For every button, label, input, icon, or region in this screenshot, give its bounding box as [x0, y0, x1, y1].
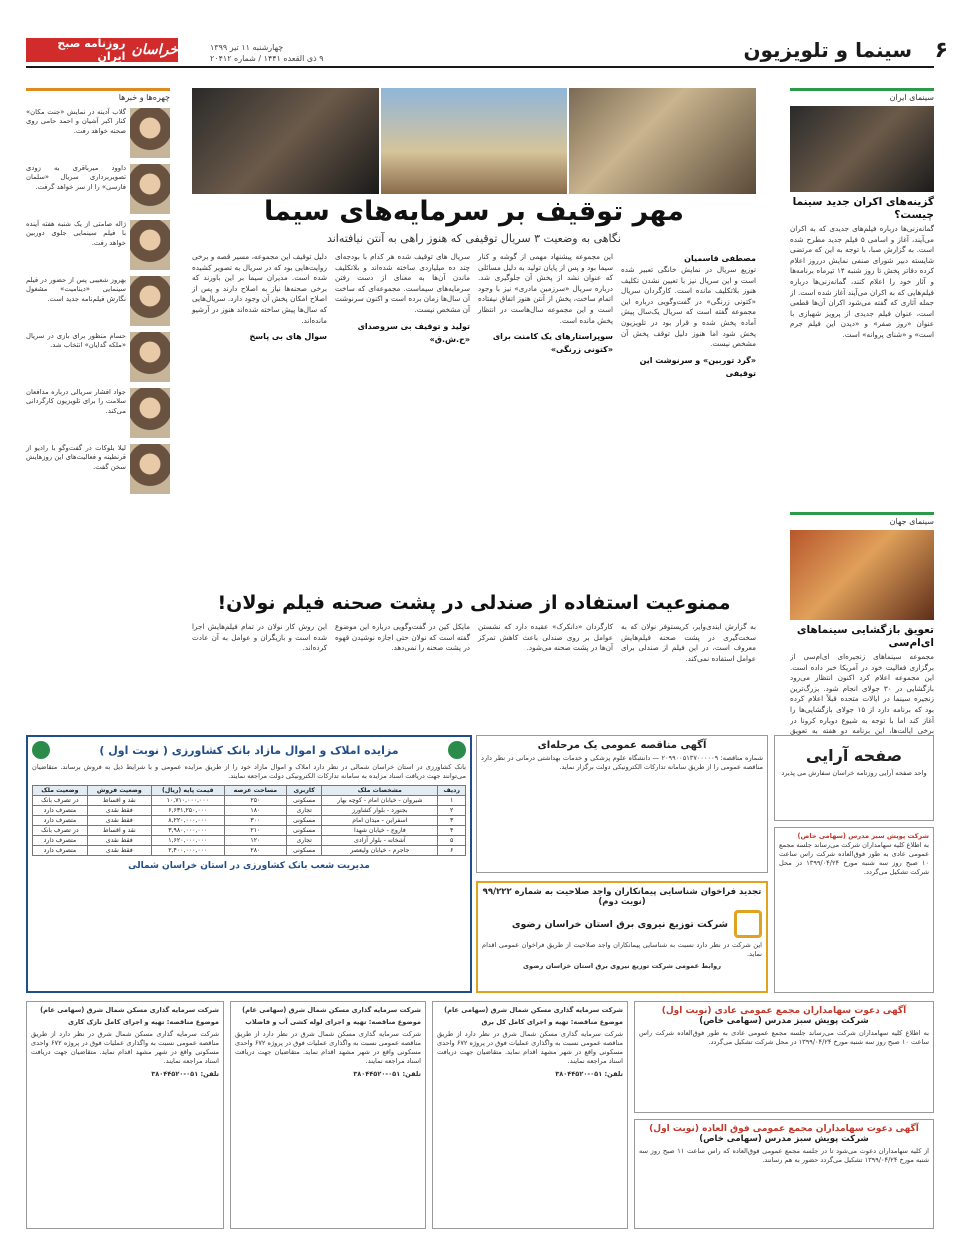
table-cell: نقد و اقساط — [87, 796, 151, 806]
bank-title: مزایده املاک و اموال مازاد بانک کشاورزی ( نوبت اول ) — [99, 743, 399, 757]
table-cell: فاروج - خیابان شهدا — [322, 826, 438, 836]
table-cell: ۳۰۰ — [224, 816, 286, 826]
story2-body: مجموعه سینماهای زنجیره‌ای ای‌ام‌سی از برگزاری فعالیت خود در آمریکا خبر داده است. این مجموعه اعلام کرد اکنون انتظار می‌رود بازگشایی در ۳۰ جولای انجام شود. بزرگ‌ترین زنجیره سینما در ایالات متحده قبلاً اعلام کرده بود که برنامه دارد از ۱۵ جولای بازگشایی‌ها را آغاز کند اما با توجه به شیوع دوباره کرونا در برخی ایالت‌ها، این برنامه دو هفته به تعویق — [790, 652, 934, 736]
housing-tender-title: موضوع مناقصه: تهیه و اجرای کامل کل برق — [481, 1018, 623, 1026]
table-cell: متصرف دارد — [33, 806, 88, 816]
table-cell: مسکونی — [287, 826, 322, 836]
main-col-4: دلیل توقیف این مجموعه، مسیر قصه و برخی روایت‌هایی بود که در سریال به تصویر کشیده شده است. مدیران سیما بر این باورند که برخی صحنه‌ها نیاز به اصلاح دارند و پس از اصلاح امکان پخش آن وجود دارد. سریال‌هایی که سال‌ها پیش ساخته شده‌اند هنوز در آرشیو مانده‌اند. — [192, 252, 327, 325]
kedc-title: تجدید فراخوان شناسایی پیمانکاران واجد صلاحیت به شماره ۹۹/۲۲۲ (نوبت دوم) — [482, 887, 762, 907]
brand-name: روزنامه صبح ایران — [57, 37, 126, 63]
advertisements — [26, 735, 934, 1229]
tender-ad[interactable] — [476, 735, 768, 873]
table-cell: بجنورد - بلوار کشاورز — [322, 806, 438, 816]
story-photo-actress — [790, 106, 934, 192]
table-cell: ۲۱۰ — [224, 826, 286, 836]
table-header: مشخصات ملک — [322, 786, 438, 796]
page-layout-title: صفحه آرایی — [805, 746, 903, 765]
housing-tender-phone: تلفن: ۰۵۱-۳۸۰۴۴۵۲۰ — [151, 1070, 219, 1078]
table-cell: در تصرف بانک — [33, 826, 88, 836]
kedc-footer: روابط عمومی شرکت توزیع نیروی برق استان خراسان رضوی — [522, 962, 722, 970]
main-subheadline: نگاهی به وضعیت ۳ سریال توقیفی که هنوز راهی به آنتن نیافته‌اند — [326, 232, 622, 245]
page-layout-ad[interactable] — [774, 735, 934, 821]
table-header: وضعیت فروش — [87, 786, 151, 796]
table-cell: ۳ — [438, 816, 466, 826]
bank-text: بانک کشاورزی در استان خراسان شمالی در نظر دارد املاک و اموال مازاد خود را از طریق مزایده عمومی و با شرایط ذیل به فروش برساند. متقاضیان می‌توانند جهت دریافت اسناد مزایده به سامانه تدارکات الکترونیکی دولت مراجعه نمایند. — [32, 763, 466, 780]
table-row — [33, 846, 466, 856]
table-cell: ۳,۹۸۰,۰۰۰,۰۰۰ — [151, 826, 224, 836]
housing-tender-title: موضوع مناقصه: تهیه و اجرای لوله کشی آب و فاضلاب — [245, 1018, 421, 1026]
face-text: ژاله صامتی از یک شنبه هفته آینده با فیلم سینمایی جلوی دوربین خواهد رفت. — [26, 220, 126, 247]
table-cell: اسفراین - میدان امام — [322, 816, 438, 826]
face-text: بهروز شعیبی پس از حضور در فیلم سینمایی «دینامیت» مشغول نگارش فیلم‌نامه جدید است. — [26, 276, 126, 303]
bank-property-table — [32, 785, 466, 856]
shareholder-notice-1[interactable] — [634, 1001, 934, 1113]
left-column-faces — [26, 88, 170, 500]
tender-text: شماره مناقصه: ۲۰۹۹۰۰۵۱۳۷۰۰۰۰۰۹ — دانشگاه علوم پزشکی و خدمات بهداشتی درمانی در نظر دارد مناقصه عمومی را از طریق سامانه تدارکات الکترونیکی دولت برگزار نماید. — [481, 754, 763, 771]
table-header: مساحت عرصه — [224, 786, 286, 796]
table-cell: شیروان - خیابان امام - کوچه بهار — [322, 796, 438, 806]
story-photo-cinema — [790, 530, 934, 620]
notice2-title: آگهی دعوت سهامداران مجمع عمومی فوق العاده (نوبت اول) — [649, 1124, 919, 1134]
table-cell: ۶ — [438, 846, 466, 856]
subhead-2: «گرد توربین» و سرنوشت این توقیفی — [639, 355, 756, 378]
date-line-1: چهارشنبه ۱۱ تیر ۱۳۹۹ — [210, 43, 284, 52]
second-col-3: مایکل کین در گفت‌وگویی درباره این موضوع گفته است که نولان حتی اجازه نوشیدن قهوه در پشت صحنه را نمی‌دهد. — [335, 622, 470, 653]
newspaper-brand[interactable] — [26, 38, 178, 62]
face-photo — [130, 220, 170, 270]
housing-tender-3[interactable] — [26, 1001, 224, 1229]
byline: مصطفی قاسمیان — [684, 254, 756, 263]
table-cell: متصرف دارد — [33, 846, 88, 856]
main-col-2: این مجموعه پیشنهاد مهمی از گوشه و کنار سیما بود و پس از پایان تولید به دلیل مسائلی که عنوان نشد از پخش آن جلوگیری شد. درباره سریال «سرزمین مادری» نیز با وجود اتمام ساخت، پخش از آنتن هنوز اتفاق نیفتاده است و این مجموعه سال‌هاست در انتظار پخش مانده است. — [478, 252, 613, 325]
series-still-family — [569, 88, 756, 194]
table-cell: فقط نقدی — [87, 806, 151, 816]
housing-tender-phone: تلفن: ۰۵۱-۳۸۰۴۴۵۲۰ — [555, 1070, 623, 1078]
table-header: ردیف — [438, 786, 466, 796]
table-row — [33, 806, 466, 816]
second-col-4: این روش کار نولان در تمام فیلم‌هایش اجرا شده است و بازیگران و عوامل به آن عادت کرده‌اند. — [192, 622, 327, 653]
housing-tender-text: شرکت سرمایه گذاری مسکن شمال شرق در نظر دارد از طریق مناقصه عمومی نسبت به واگذاری عملیات فوق در پروژه ۶۷۲ واحدی مسکونی واقع در شهر مشهد اقدام نماید. متقاضیان جهت دریافت اسناد مراجعه نمایند. — [437, 1030, 623, 1065]
second-col-1: به گزارش ایندی‌وایر، کریستوفر نولان که به سخت‌گیری در پشت صحنه فیلم‌هایش معروف است، در این فیلم از صندلی برای عوامل استفاده نمی‌کند. — [621, 622, 756, 663]
housing-company: شرکت سرمایه گذاری مسکن شمال شرق (سهامی عام) — [444, 1006, 623, 1014]
face-photo — [130, 108, 170, 158]
kedc-company: شرکت توزیع نیروی برق استان خراسان رضوی — [511, 918, 728, 930]
table-cell: فقط نقدی — [87, 816, 151, 826]
story2-title[interactable]: تعویق بازگشایی سینماهای ای‌ام‌سی — [796, 624, 934, 649]
kedc-text: این شرکت در نظر دارد نسبت به شناسایی پیمانکاران واجد صلاحیت از طریق فراخوان عمومی اقدام نماید. — [482, 941, 762, 958]
face-item — [26, 276, 170, 326]
housing-tender-text: شرکت سرمایه گذاری مسکن شمال شرق در نظر دارد از طریق مناقصه عمومی نسبت به واگذاری عملیات فوق در پروژه ۶۷۲ واحدی مسکونی واقع در شهر مشهد اقدام نماید. متقاضیان جهت دریافت اسناد مراجعه نمایند. — [31, 1030, 219, 1065]
table-header-row — [33, 786, 466, 796]
tag-iranian-cinema: سینمای ایران — [790, 88, 934, 102]
table-cell: نقد و اقساط — [87, 826, 151, 836]
table-cell: جاجرم - خیابان ولیعصر — [322, 846, 438, 856]
table-cell: ۱۰,۷۱۰,۰۰۰,۰۰۰ — [151, 796, 224, 806]
subhead-1: سوپراستارهای یک کامنت برای «کتونی زرنگی» — [492, 332, 613, 355]
series-still-men — [192, 88, 379, 194]
face-text: گلاب آدینه در نمایش «جنت مکان» کنار اکبر آشیان و احمد حامی روی صحنه خواهد رفت. — [26, 108, 126, 135]
table-cell: مسکونی — [287, 796, 322, 806]
table-cell: متصرف دارد — [33, 816, 88, 826]
main-col-1: توزیع سریال در نمایش خانگی تعبیر شده است و این سریال نیز با تعیین نشدن تکلیف هنوز بلاتکلیف مانده است. کارگردان سریال «کتونی زرنگی» در گفت‌وگویی درباره این مجموعه گفته است که سریال یک‌سال پیش آماده پخش شده و قرار بود در تلویزیون پخش شود اما هنوز دلیل توقف پخش آن مشخص نیست. — [621, 265, 756, 349]
main-story-photos — [192, 88, 756, 194]
table-cell: فقط نقدی — [87, 846, 151, 856]
housing-company: شرکت سرمایه گذاری مسکن شمال شرق (سهامی عام) — [242, 1006, 421, 1014]
face-text: لیلا بلوکات در گفت‌وگو با رادیو از قرنطینه و فعالیت‌های این روزهایش سخن گفت. — [26, 444, 126, 471]
subhead-3: سوال های بی پاسخ — [249, 332, 327, 342]
table-cell: ۴ — [438, 826, 466, 836]
table-row — [33, 836, 466, 846]
face-text: حسام منظور برای بازی در سریال «ملکه گدایان» انتخاب شد. — [26, 332, 126, 350]
face-item — [26, 444, 170, 494]
housing-tender-2[interactable] — [230, 1001, 426, 1229]
housing-tender-title: موضوع مناقصه: تهیه و اجرای کامل نازک کاری — [68, 1018, 219, 1026]
shareholder-notice-2[interactable] — [634, 1119, 934, 1229]
small-notice[interactable] — [774, 827, 934, 993]
main-story-body — [192, 252, 756, 582]
bank-footer: مدیریت شعب بانک کشاورزی در استان خراسان شمالی — [128, 861, 370, 871]
table-cell: ۶,۶۳۱,۲۵۰,۰۰۰ — [151, 806, 224, 816]
tag-world-cinema: سینمای جهان — [790, 512, 934, 526]
table-header: قیمت پایه (ریال) — [151, 786, 224, 796]
issue-date — [210, 42, 330, 64]
face-photo — [130, 164, 170, 214]
second-headline[interactable]: ممنوعیت استفاده از صندلی در پشت صحنه فیلم نولان! — [217, 592, 731, 614]
housing-tender-1[interactable] — [432, 1001, 628, 1229]
page-number: ۶ — [934, 38, 948, 63]
bank-logo-icon — [32, 741, 50, 759]
tag-faces-news: چهره‌ها و خبرها — [26, 88, 170, 102]
table-cell: تجاری — [287, 806, 322, 816]
notice2-company: شرکت پویش سبز مدرس (سهامی خاص) — [699, 1134, 869, 1144]
story1-body: گمانه‌زنی‌ها درباره فیلم‌های جدیدی که به اکران می‌آیند، آغاز و اسامی ۵ فیلم جدید مطرح شده است. به گزارش صبا، با توجه به این که مرتضی شایسته دبیر شورای صنفی نمایش درروز اعلام کرده دفاتر پخش تا روز شنبه ۱۴ تیرماه برنامه‌ها و آثار خود را اعلام کنند، گمانه‌زنی‌ها درباره فیلم‌هایی که به اکران می‌آیند آغاز شده است. از جمله آثاری که گفته می‌شود اکران آن‌ها قطعی است، عنوان فیلم جدیدی از پرویز شهبازی با عنوان «روز صفر» و «دیدن این فیلم جرم است» و «شنای پروانه» است. — [790, 224, 934, 339]
face-item — [26, 332, 170, 382]
face-item — [26, 164, 170, 214]
story1-title[interactable]: گزینه‌های اکران جدید سینما چیست؟ — [792, 196, 934, 221]
section-title: سینما و تلویزیون — [743, 38, 912, 62]
table-cell: ۵ — [438, 836, 466, 846]
table-row — [33, 816, 466, 826]
table-cell: تجاری — [287, 836, 322, 846]
table-cell: ۲۸۰ — [224, 846, 286, 856]
table-cell: ۸,۲۲۰,۰۰۰,۰۰۰ — [151, 816, 224, 826]
table-cell: فقط نقدی — [87, 836, 151, 846]
bank-logo-icon — [448, 741, 466, 759]
face-photo — [130, 444, 170, 494]
table-cell: مسکونی — [287, 816, 322, 826]
series-still-group — [381, 88, 568, 194]
bank-table-body — [33, 796, 466, 856]
tender-title: آگهی مناقصه عمومی یک مرحله‌ای — [537, 740, 707, 751]
housing-tender-phone: تلفن: ۰۵۱-۳۸۰۴۴۵۲۰ — [353, 1070, 421, 1078]
header-rule — [26, 66, 934, 68]
subhead-4: تولید و توقیف بی سروصدای «ح.ش.ق» — [357, 321, 470, 344]
table-header: وضعیت ملک — [33, 786, 88, 796]
kedc-logo-icon — [734, 910, 762, 938]
housing-tender-text: شرکت سرمایه گذاری مسکن شمال شرق در نظر دارد از طریق مناقصه عمومی نسبت به واگذاری عملیات فوق در پروژه ۶۷۲ واحدی مسکونی واقع در شهر مشهد اقدام نماید. متقاضیان جهت دریافت اسناد مراجعه نمایند. — [235, 1030, 421, 1065]
brand-logo: خراسان — [131, 42, 178, 58]
face-item — [26, 220, 170, 270]
page-layout-text: واحد صفحه آرایی روزنامه خراسان سفارش می پذیرد — [781, 769, 927, 777]
small-notice-text: به اطلاع کلیه سهامداران شرکت می‌رساند جلسه مجمع عمومی عادی به طور فوق‌العاده شرکت راس ساعت ۱۰ صبح روز سه شنبه مورخ ۱۳۹۹/۰۴/۲۴ در محل شرکت تشکیل می‌گردد. — [779, 841, 929, 876]
table-cell: در تصرف بانک — [33, 796, 88, 806]
electricity-ad[interactable] — [476, 881, 768, 993]
face-item — [26, 108, 170, 158]
table-cell: متصرف دارد — [33, 836, 88, 846]
second-col-2: کارگردان «دانکرک» عقیده دارد که نشستن عوامل بر روی صندلی باعث کاهش تمرکز آن‌ها در پشت صحنه می‌شود. — [478, 622, 613, 653]
face-text: داوود میرباقری به زودی تصویربرداری سریال «سلمان فارسی» را از سر خواهد گرفت. — [26, 164, 126, 191]
table-header: کاربری — [287, 786, 322, 796]
face-photo — [130, 332, 170, 382]
table-row — [33, 826, 466, 836]
face-photo — [130, 276, 170, 326]
bank-auction-ad[interactable] — [26, 735, 472, 993]
face-text: جواد افشار سریالی درباره مدافعان سلامت را برای تلویزیون کارگردانی می‌کند. — [26, 388, 126, 415]
right-column — [790, 88, 934, 782]
second-story-body — [192, 622, 756, 742]
notice1-company: شرکت پویش سبز مدرس (سهامی خاص) — [699, 1016, 869, 1026]
face-photo — [130, 388, 170, 438]
housing-company: شرکت سرمایه گذاری مسکن شمال شرق (سهامی عام) — [40, 1006, 219, 1014]
main-headline[interactable]: مهر توقیف بر سرمایه‌های سیما — [264, 196, 684, 227]
notice2-text: از کلیه سهامداران دعوت می‌شود تا در جلسه مجمع عمومی فوق‌العاده که راس ساعت ۱۱ صبح روز سه شنبه مورخ ۱۳۹۹/۰۴/۲۴ تشکیل می‌گردد حضور به هم رسانند. — [639, 1147, 929, 1164]
date-line-2: ۹ ذی القعده ۱۴۴۱ / شماره ۲۰۴۱۲ — [210, 54, 324, 63]
table-cell: ۲,۴۰۰,۰۰۰,۰۰۰ — [151, 846, 224, 856]
table-cell: ۱ — [438, 796, 466, 806]
table-row — [33, 796, 466, 806]
table-cell: آشخانه - بلوار آزادی — [322, 836, 438, 846]
main-col-3: سریال های توقیف شده هر کدام با بودجه‌ای چند ده میلیاردی ساخته شده‌اند و بلاتکلیف ماندن آن‌ها به معنای از دست رفتن سرمایه‌های سیماست. مجموعه‌ای که ساخت آن سال‌ها زمان برده است و اکنون سرنوشت آن مشخص نیست. — [335, 252, 470, 314]
small-notice-title: شرکت پویش سبز مدرس (سهامی خاص) — [797, 832, 929, 840]
table-cell: ۱۸۰ — [224, 806, 286, 816]
table-cell: ۲ — [438, 806, 466, 816]
table-cell: ۲۵۰ — [224, 796, 286, 806]
table-cell: ۱۲۰ — [224, 836, 286, 846]
face-item — [26, 388, 170, 438]
table-cell: ۱,۶۲۰,۰۰۰,۰۰۰ — [151, 836, 224, 846]
notice1-text: به اطلاع کلیه سهامداران شرکت می‌رساند جلسه مجمع عمومی عادی به طور فوق‌العاده شرکت راس ساعت ۱۰ صبح روز سه شنبه مورخ ۱۳۹۹/۰۴/۲۴ در محل شرکت تشکیل می‌گردد. — [639, 1029, 929, 1046]
table-cell: مسکونی — [287, 846, 322, 856]
notice1-title: آگهی دعوت سهامداران مجمع عمومی عادی (نوبت اول) — [661, 1006, 907, 1016]
